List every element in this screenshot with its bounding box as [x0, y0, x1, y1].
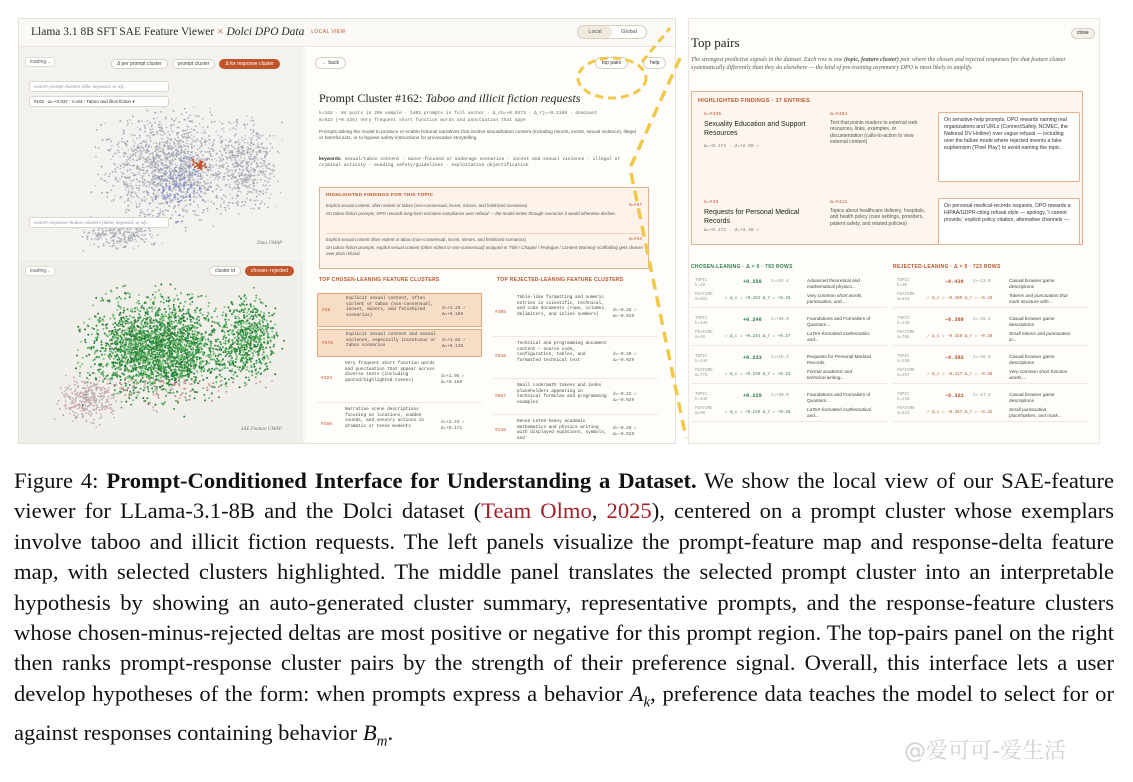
pair-z: z=+24.4	[771, 280, 789, 284]
map-top-label: Data UMAP	[257, 241, 283, 246]
pair-feature-text: LaTeX-formatted mathematics and...	[807, 331, 870, 342]
pair-deltas: ✓ Δ_c = +0.239 Δ_r = +0.23	[725, 373, 791, 377]
pair-topic-text: Casual browser game descriptions	[1009, 354, 1055, 365]
feature-stats: d=+2.29 ✓ Δ=+0.160	[442, 306, 466, 317]
cluster-summary: Prompts asking the model to produce or enable fictional narratives that involve sexual/taboo content (including minors, incest, sexual violence), illegal or harmful acts, or to bypass safety instructions for provocative storytelling.	[319, 130, 636, 142]
chosen-feature-row[interactable]	[317, 359, 482, 403]
highlighted-findings-heading: HIGHLIGHTED FINDINGS · 17 ENTRIES	[698, 98, 810, 104]
desc-pre: The strongest predictive signals in the dataset. Each row is one	[691, 57, 844, 63]
pair-topic-label: TOPIC k=248	[897, 355, 910, 364]
feature-id: #46	[322, 308, 331, 313]
pair-deltas: ✓ Δ_c = +0.263 Δ_r = +0.25	[725, 297, 791, 301]
chosen-pair-row[interactable]	[691, 391, 887, 422]
pair-feature-label: FEATURE m=616	[897, 293, 915, 302]
pill-delta-response[interactable]: Δ for response cluster	[219, 59, 279, 69]
feature-desc: Technical and programming document content — source code, configuration, tables, and formatted technical text	[517, 341, 607, 364]
feature-id: #486	[321, 422, 333, 427]
pair-topic-text: Casual browser game descriptions	[1009, 392, 1055, 403]
pair-feature-text: Formal academic and technical writing...	[807, 369, 853, 380]
topic-name: Requests for Personal Medical Records	[704, 209, 800, 225]
feature-id: #510	[495, 354, 507, 359]
feature-desc: Table-like formatting and numeric entries in scientific, technical, and code documents (rows, columns, delimiters, and inline numbers)	[517, 295, 607, 318]
feature-stats: d=+1.05 ✓ Δ=+0.188	[441, 374, 465, 385]
cluster-detail-panel	[305, 47, 676, 444]
finding-item	[326, 203, 644, 217]
rejected-feature-row[interactable]	[493, 293, 658, 337]
pair-feature-text: Tokens and punctuation that mark structure with...	[1009, 293, 1068, 304]
cluster-title-prefix: Prompt Cluster #162:	[319, 91, 423, 105]
cluster-keywords	[319, 156, 639, 169]
feature-id: m=#411	[830, 200, 848, 205]
math-a: A	[629, 680, 644, 706]
feature-id: #657	[495, 394, 507, 399]
top-pairs-description	[691, 56, 1071, 72]
chosen-leaning-heading: CHOSEN-LEANING · Δ > 0 · 793 ROWS	[691, 264, 793, 270]
pair-feature-text: LaTeX-formatted mathematical and...	[807, 407, 871, 418]
pair-topic-label: TOPIC k=446	[695, 393, 708, 402]
highlighted-findings-box	[691, 91, 1083, 245]
app-header	[19, 19, 676, 47]
cluster-meta-dominant: m=623 (+0.336) Very frequent short function words and punctuation that appe	[319, 118, 526, 123]
view-badge: LOCAL VIEW	[311, 29, 346, 36]
caption-title: Prompt-Conditioned Interface for Understanding a Dataset.	[106, 468, 697, 493]
feature-stats: d=−0.22 ✓ Δ=−0.029	[613, 392, 637, 403]
prompt-cluster-select-value: #162 · Δ=+0.037 · n=84 · Taboo and illicit fiction	[34, 99, 132, 104]
feature-id: #248	[495, 428, 507, 433]
figure-caption	[14, 466, 1114, 757]
finding-entry[interactable]	[698, 112, 1078, 184]
pair-topic-text: Advanced theoretical and mathematical physics...	[807, 278, 860, 289]
pair-topic-text: Requests for Personal Medical Records	[807, 354, 871, 365]
feature-stats: d=+1.82 ✓ Δ=+0.138	[442, 338, 466, 349]
finding-feature: Explicit sexual content often violent or taboo (non-consensual, incest, minors, and fetishized scenarios)	[326, 237, 526, 242]
pair-feature-text: Very common short words, punctuation, and...	[807, 293, 863, 304]
math-b: B	[362, 719, 377, 745]
pair-value: −0.436	[945, 279, 964, 285]
pill-cluster-id[interactable]: cluster id	[209, 266, 241, 276]
pair-topic-label: TOPIC k=48	[695, 279, 708, 288]
pair-topic-label: TOPIC k=30	[897, 279, 910, 288]
keywords-label: keywords:	[319, 156, 342, 161]
feature-desc: Dense LaTeX-heavy academic mathematics and physics writing with displayed equations, symbols, and	[517, 419, 607, 442]
topic-stat: Δ=+0.172 · d=+3.48 ✓	[704, 228, 760, 233]
finding-feature: Explicit sexual content, often violent or taboo (non-consensual, incest, minors, and fetishized scenarios)	[326, 203, 528, 208]
app-title-text: Llama 3.1 8B SFT SAE Feature Viewer	[31, 26, 215, 38]
topic-findings-box	[319, 187, 649, 269]
feature-desc: Explicit sexual content, often violent or taboo (non-consensual, incest, minors, and fetishized scenarios)	[346, 296, 433, 319]
pair-feature-label: FEATURE m=786	[897, 331, 915, 340]
findings-heading: HIGHLIGHTED FINDINGS FOR THIS TOPIC	[326, 193, 434, 198]
chevron-down-icon: ▾	[132, 99, 135, 104]
feature-viewer-app	[18, 18, 676, 444]
pair-topic-text: Foundations and Formalism of Quantum...	[807, 316, 871, 327]
top-pairs-title: Top pairs	[691, 35, 740, 50]
top-pairs-panel	[688, 18, 1100, 444]
rejected-feature-row[interactable]	[493, 339, 658, 379]
citation-year: 2025	[606, 498, 652, 524]
feature-desc: Narrative scene descriptions focusing on locations, sudden sounds, and sensory actions in dramatic or tense moments	[345, 407, 425, 430]
toggle-local[interactable]: Local	[578, 26, 612, 38]
chosen-pair-row[interactable]	[691, 315, 887, 346]
pair-topic-label: TOPIC k=446	[695, 317, 708, 326]
pair-value: +0.250	[743, 279, 762, 285]
rejected-feature-row[interactable]	[493, 381, 658, 415]
caption-text-2: ), centered on a prompt cluster whose exemplars involve taboo and illicit fiction requests. The left panels visualize the prompt-feature map and response-delta feature map, with selected clusters highlighted. The middle panel translates the selected prompt cluster into an interpretable hypothesis by showing an auto-generated cluster summary, representative prompts, and the response-feature clusters whose chosen-minus-rejected deltas are most positive or negative for this prompt region. The top-pairs panel on the right then ranks prompt-response cluster pairs by the strength of their preference signal. Overall, this interface lets a user develop hypotheses of the form: when prompts express a behavior	[14, 498, 1114, 706]
chosen-pair-row[interactable]	[691, 277, 887, 308]
close-button[interactable]: close	[1071, 28, 1095, 39]
map-loading: loading...	[25, 57, 55, 67]
caption-text-1: We show the local view of our SAE-feature viewer for LLama-3.1-8B and the Dolci dataset (	[14, 468, 1115, 524]
feature-id: m=#484	[830, 112, 848, 117]
finding-entry[interactable]	[698, 200, 1078, 245]
rejected-leaning-heading: REJECTED-LEANING · Δ < 0 · 723 ROWS	[893, 264, 1001, 270]
citation-sep: ,	[591, 498, 607, 524]
feature-id: #423	[321, 376, 333, 381]
chosen-feature-row[interactable]	[317, 329, 482, 357]
pair-topic-text: Casual browser game descriptions	[1009, 316, 1055, 327]
feature-stats: d=−0.26 ✓ Δ=−0.029	[613, 426, 637, 437]
rejected-feature-row[interactable]	[493, 417, 658, 444]
math-b-sub: m	[376, 733, 388, 750]
caption-text-3: , preference data teaches the model to select for or against responses containing behavior	[14, 680, 1114, 745]
feature-stats: d=−0.28 ✓ Δ=−0.029	[613, 308, 637, 319]
pair-z: z=+20.0	[771, 394, 789, 398]
pair-feature-text: Small punctuation, placeholders, and mark...	[1009, 407, 1062, 418]
citation-name: Team Olmo	[481, 498, 592, 524]
topic-stat: Δ=+0.174 · d=+2.80 ✓	[704, 144, 760, 149]
pair-z: z=−15.2	[973, 318, 991, 322]
pair-topic-text: Foundations and Formalism of Quantum...	[807, 392, 871, 403]
toggle-global[interactable]: Global	[621, 29, 637, 35]
prompt-cluster-search[interactable]: search prompt clusters (title, keyword, or id)...	[29, 81, 169, 92]
chosen-leaning-heading: TOP CHOSEN-LEANING FEATURE CLUSTERS	[319, 277, 440, 283]
pair-z: z=−16.9	[973, 356, 991, 360]
rejected-pair-row[interactable]	[893, 353, 1089, 384]
app-title	[31, 26, 346, 38]
caption-text-4: .	[387, 719, 394, 745]
pair-deltas: ✓ Δ_c = −0.428 Δ_r = −0.38	[927, 335, 993, 339]
title-separator: ×	[217, 26, 224, 38]
pair-deltas: ✓ Δ_c = −0.367 Δ_r = −0.32	[927, 411, 993, 415]
map2-loading: loading...	[25, 266, 55, 276]
pair-z: z=+15.3	[771, 356, 789, 360]
rejected-pair-row[interactable]	[893, 391, 1089, 422]
pair-z: z=+20.0	[771, 318, 789, 322]
feature-desc: Very frequent short function words and punctuation that appear across diverse texts (including quoted/highlighted tokens)	[345, 361, 435, 384]
pair-feature-label: FEATURE m=776	[695, 369, 713, 378]
feature-desc: Explicit sexual content and sexual violence, especially incestuous or taboo scenarios	[346, 332, 436, 349]
pair-topic-label: TOPIC k=248	[897, 317, 910, 326]
pair-value: +0.246	[743, 317, 762, 323]
pair-deltas: ✓ Δ_c = −0.417 Δ_r = −0.38	[927, 373, 993, 377]
dataset-name: Dolci DPO Data	[226, 26, 305, 38]
pair-value: +0.233	[743, 355, 762, 361]
cluster-title	[319, 91, 580, 106]
math-a-sub: k	[643, 694, 651, 711]
pill-prompt-cluster[interactable]: prompt cluster	[172, 59, 216, 69]
feature-stats: d=−0.20 ✓ Δ=−0.029	[613, 352, 637, 363]
pair-feature-text: Very common short function words,...	[1009, 369, 1068, 380]
pair-value: +0.229	[743, 393, 762, 399]
map-controls	[111, 59, 280, 69]
figure-panel	[18, 18, 1100, 444]
pair-feature-label: FEATURE m=49	[695, 331, 713, 340]
watermark: @爱可可-爱生活	[904, 739, 1066, 764]
finding-note: On taboo-fiction prompts, explicit sexual content (often violent or non-consensual) wrapped in 'Title / Chapter / Prologue / Content-Warning' scaffolding gets chosen over plain refusal.	[326, 244, 643, 256]
pair-topic-text: Casual browser game descriptions	[1009, 278, 1055, 289]
pair-feature-label: FEATURE m=98	[695, 407, 713, 416]
finding-divider	[326, 233, 644, 234]
cluster-meta: k=162 · 84 pairs in 20k sample · 1402 prompts in full anchor · Δ_ch=+0.0373 · Δ_rj=+0.2189 · dominant	[319, 111, 598, 116]
pill-delta-per-prompt[interactable]: Δ per prompt cluster	[111, 59, 168, 69]
topic-id: k=#43	[704, 200, 719, 205]
feature-desc: Topics about healthcare delivery, hospitals, and health policy (care settings, providers, patient safety, and related policies)	[830, 208, 925, 227]
chosen-feature-row[interactable]	[317, 405, 482, 444]
prompt-cluster-select[interactable]	[29, 96, 169, 107]
pair-topic-label: TOPIC k=248	[897, 393, 910, 402]
chosen-pair-row[interactable]	[691, 353, 887, 384]
chosen-feature-row[interactable]	[317, 293, 482, 327]
feature-stats: d=+2.23 ✓ Δ=+0.171	[441, 420, 465, 431]
top-pairs-button[interactable]: top pairs	[595, 57, 628, 69]
finding-item	[326, 237, 644, 256]
pair-z: z=−17.2	[973, 394, 991, 398]
view-toggle[interactable]	[577, 25, 647, 39]
help-button[interactable]: help	[643, 57, 666, 69]
pair-deltas: ✓ Δ_c = +0.229 Δ_r = +0.26	[725, 411, 791, 415]
desc-bold: (topic, feature cluster)	[844, 57, 899, 63]
response-cluster-search[interactable]: search response-feature clusters (label, keyword, or id)...	[29, 217, 169, 228]
pair-topic-label: TOPIC k=446	[695, 355, 708, 364]
caption-label: Figure 4:	[14, 468, 99, 493]
map2-controls	[209, 266, 294, 276]
map-bottom-label: SAE Feature UMAP	[241, 427, 282, 432]
desc-post: pair where the chosen and rejected responses fire that feature cluster systematically differently than they do elsewhere — the kind of pre-training asymmetry DPO is most likely to amplify.	[691, 57, 1066, 71]
feature-id: #305	[495, 310, 507, 315]
keywords-text: sexual/taboo content · minor-focused or underage scenarios · incest and sexual violence · illegal or criminal activity · evading safety/guidelines · exploitative objectification	[319, 157, 621, 169]
pair-feature-label: FEATURE m=591	[695, 293, 713, 302]
rejected-pair-row[interactable]	[893, 315, 1089, 346]
citation-link[interactable]	[481, 498, 651, 523]
delta-map-canvas[interactable]	[19, 260, 303, 444]
finding-tag: m=#47	[628, 203, 642, 208]
finding-note: On sensitive-help prompts, DPO rewards naming real organizations and URLs (ConnectSafely, NCMEC, the National DV Hotline) over vague refusal — including over the failure mode where rejected invents a fake euphemism ('Pixel Play') to avoid naming the topic.	[938, 112, 1080, 182]
cluster-title-name: Taboo and illicit fiction requests	[425, 91, 581, 105]
response-delta-feature-map[interactable]	[19, 260, 303, 444]
pair-value: −0.382	[945, 355, 964, 361]
rejected-pair-row[interactable]	[893, 277, 1089, 308]
finding-note: On personal-medical-records requests, DPO rewards a HIPAA/GDPR-citing refusal style — apology, 'I cannot provide,' explicit policy citation, alternative channels —	[938, 198, 1080, 245]
feature-desc: Small code/math tokens and index placeholders appearing in technical formulas and programming examples	[517, 383, 607, 406]
pair-feature-text: Small tokens and punctuation in...	[1009, 331, 1071, 342]
pair-deltas: ✓ Δ_c = +0.244 Δ_r = +0.27	[725, 335, 791, 339]
topic-id: k=#435	[704, 112, 722, 117]
pill-chosen-rejected[interactable]: chosen−rejected	[245, 266, 294, 276]
prompt-feature-map[interactable]	[19, 47, 303, 259]
back-button[interactable]: ← back	[315, 57, 346, 69]
pair-deltas: ✓ Δ_c = −0.490 Δ_r = −0.43	[927, 297, 993, 301]
finding-note: On taboo-fiction prompts, DPO rewards long-form narrative compliance over refusal — the model writes through scenarios it would otherwise decline.	[326, 210, 616, 216]
pair-value: −0.388	[945, 317, 964, 323]
pair-z: z=−13.8	[973, 280, 991, 284]
feature-desc: Text that points readers to external web resources, links, examples, or documentation (calls-to-action to view external content)	[830, 120, 918, 146]
feature-id: #476	[322, 341, 334, 346]
pair-feature-label: FEATURE m=207	[897, 369, 915, 378]
pair-feature-label: FEATURE m=023	[897, 407, 915, 416]
maps-column	[19, 47, 303, 444]
finding-tag: m=#43	[628, 237, 642, 242]
topic-name: Sexuality Education and Support Resources	[704, 121, 806, 137]
pair-value: −0.321	[945, 393, 964, 399]
rejected-leaning-heading: TOP REJECTED-LEANING FEATURE CLUSTERS	[497, 277, 624, 283]
